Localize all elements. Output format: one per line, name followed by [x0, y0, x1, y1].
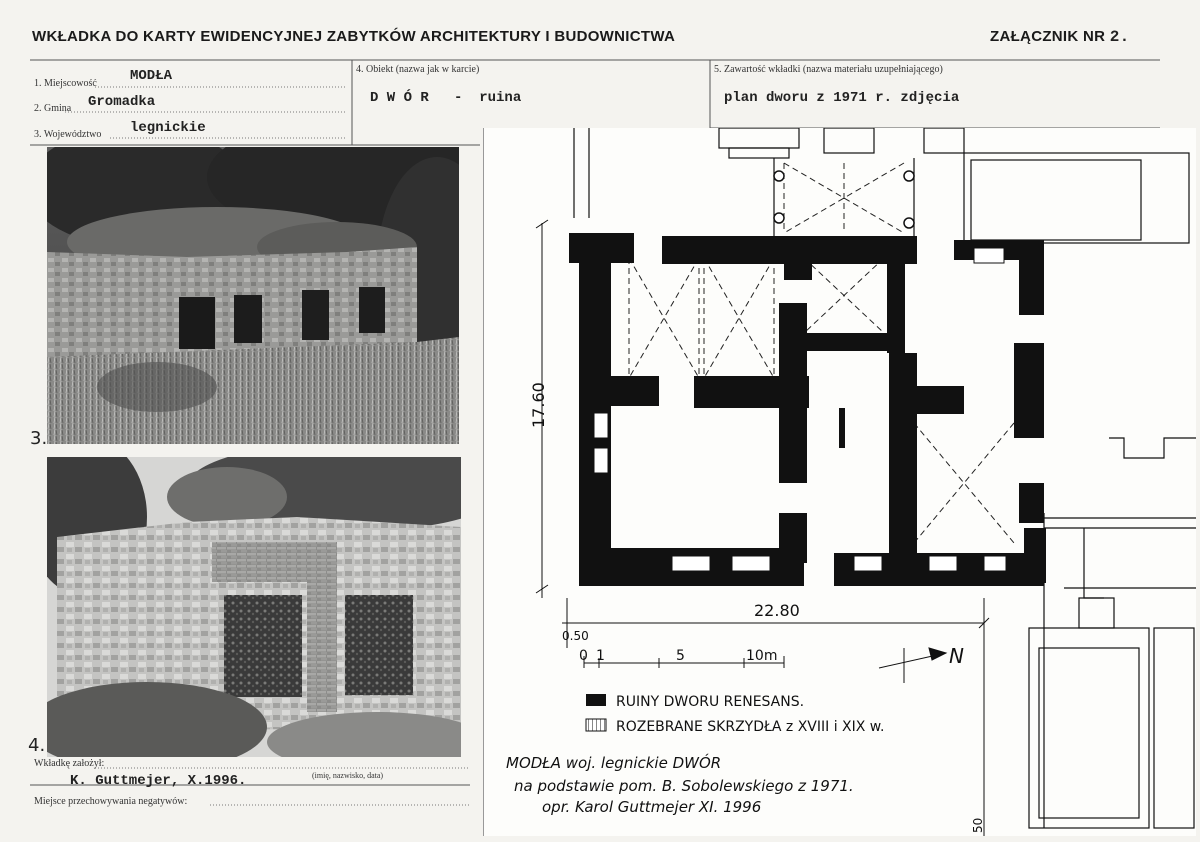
- scale-10m: 10m: [746, 648, 778, 664]
- legend-item-ruins: RUINY DWORU RENESANS.: [616, 694, 805, 710]
- photo-4-ruin-windows: [47, 457, 461, 757]
- dim-bottom: 50: [971, 817, 985, 833]
- zawartosc-value: plan dworu z 1971 r. zdjęcia: [724, 90, 960, 106]
- photo-3-number: 3.: [30, 428, 48, 449]
- gmina-label: 2. Gmina: [34, 103, 72, 114]
- caption-line-3: opr. Karol Guttmejer XI. 1996: [542, 798, 762, 816]
- wojewodztwo-value: legnickie: [130, 120, 206, 136]
- legend-item-demolished: ROZEBRANE SKRZYDŁA z XVIII i XIX w.: [616, 719, 885, 735]
- wkladke-label: Wkładkę założył:: [34, 758, 105, 769]
- miejscowosc-value: MODŁA: [130, 68, 173, 84]
- floor-plan: [483, 128, 1196, 836]
- wojewodztwo-label: 3. Województwo: [34, 129, 102, 140]
- dim-vertical: 17.60: [529, 382, 548, 428]
- floor-plan-drawing: [484, 128, 1196, 836]
- photo-4-number: 4.: [28, 735, 46, 756]
- legend-solid-swatch: [586, 694, 606, 706]
- caption-line-1: MODŁA woj. legnickie DWÓR: [506, 754, 722, 772]
- legend-hatched-swatch: [586, 719, 606, 731]
- photo-3-ruin-wall: [47, 147, 459, 444]
- north-label: N: [949, 644, 964, 668]
- dim-horizontal: 22.80: [754, 601, 800, 620]
- attachment-number: 2.: [1109, 28, 1130, 46]
- author-value: K. Guttmejer, X.1996.: [70, 773, 247, 789]
- attachment-label-text: ZAŁĄCZNIK NR: [990, 28, 1106, 45]
- miejscowosc-label: 1. Miejscowość: [34, 78, 97, 89]
- zawartosc-label: 5. Zawartość wkładki (nazwa materiału uzupełniającego): [714, 64, 943, 75]
- card-title: WKŁADKA DO KARTY EWIDENCYJNEJ ZABYTKÓW ARCHITEKTURY I BUDOWNICTWA: [32, 28, 676, 45]
- caption-line-2: na podstawie pom. B. Sobolewskiego z 1971.: [514, 777, 854, 795]
- renaissance-walls: [569, 233, 1046, 586]
- scale-5: 5: [676, 648, 685, 664]
- photo-3-image: [47, 147, 459, 444]
- scale-1: 1: [596, 648, 605, 664]
- scale-0: 0: [579, 648, 588, 664]
- vault-dashed-lines: [629, 163, 1014, 543]
- author-hint: (imię, nazwisko, data): [312, 771, 384, 780]
- obiekt-label: 4. Obiekt (nazwa jak w karcie): [356, 64, 480, 75]
- dim-small: 0.50: [562, 629, 589, 643]
- gmina-value: Gromadka: [88, 94, 156, 110]
- photo-4-image: [47, 457, 461, 757]
- obiekt-value: D W Ó R - ruina: [370, 90, 522, 106]
- negatives-label: Miejsce przechowywania negatywów:: [34, 796, 188, 807]
